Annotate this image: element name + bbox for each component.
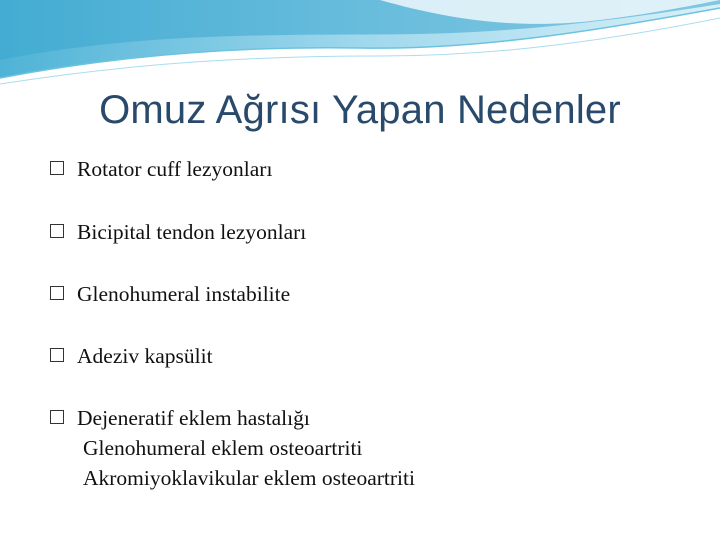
square-bullet-icon	[50, 348, 64, 362]
list-item-label: Adeziv kapsülit	[77, 344, 213, 368]
list-item-label: Dejeneratif eklem hastalığı	[77, 406, 310, 430]
header-wave-decoration	[0, 0, 720, 90]
square-bullet-icon	[50, 161, 64, 175]
list-item-label: Bicipital tendon lezyonları	[77, 220, 307, 244]
sub-item-label: Glenohumeral eklem osteoartriti	[83, 436, 363, 460]
list-item-label: Rotator cuff lezyonları	[77, 157, 273, 181]
square-bullet-icon	[50, 410, 64, 424]
list-item-label: Glenohumeral instabilite	[77, 282, 291, 306]
square-bullet-icon	[50, 224, 64, 238]
slide-title: Omuz Ağrısı Yapan Nedenler	[99, 88, 621, 132]
sub-item-label: Akromiyoklavikular eklem osteoartriti	[83, 466, 415, 490]
square-bullet-icon	[50, 286, 64, 300]
